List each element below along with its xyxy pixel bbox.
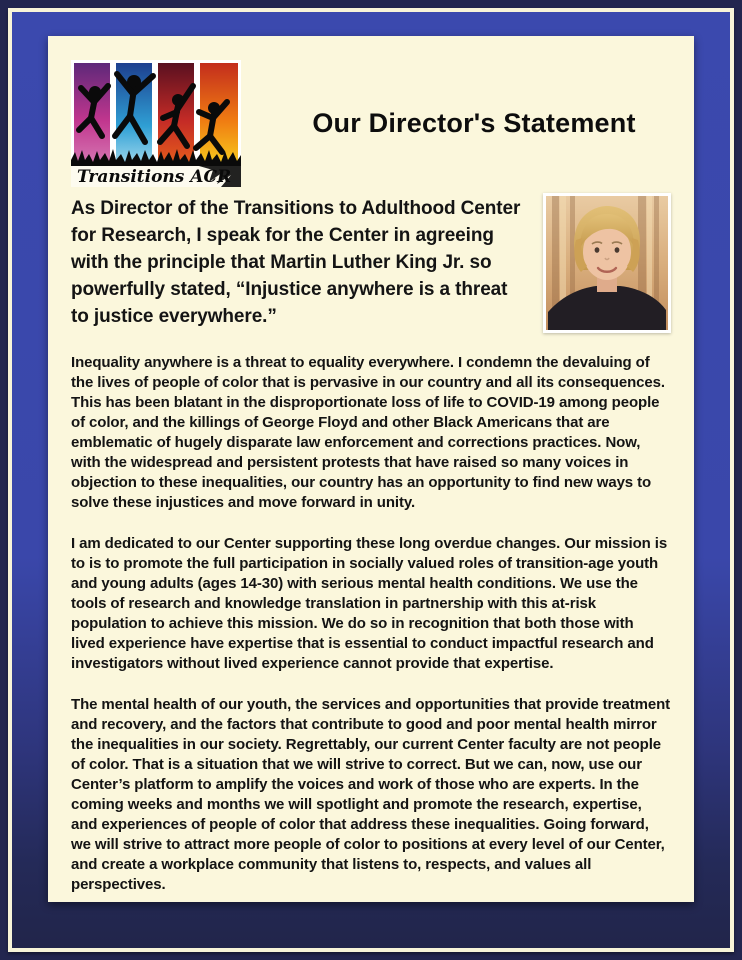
logo-graphic [71,60,241,187]
logo-wordmark: Transitions ACR [77,167,232,187]
paragraph-2: I am dedicated to our Center supporting these long overdue changes. Our mission is to is to promote the full participation in socially valued roles of transition-age youth and young adults (ages 14-30) with serious mental health conditions. We use the tools of research and knowledge translation in partnership with this at-risk population to achieve this mission. We do so in recognition that both those with lived experience have expertise that is essential to conduct impactful research and investigators without lived experience cannot provide that expertise. [71,535,668,672]
statement-card [48,36,694,902]
page-title: Our Director's Statement [312,108,636,138]
intro-paragraph: As Director of the Transitions to Adulthood Center for Research, I speak for the Center in agreeing with the principle that Martin Luther King Jr. so powerfully stated, “Injustice anywhere is a threat to justice everywhere.” [71,198,521,327]
director-portrait-photo [543,193,671,333]
intro-section [71,195,671,333]
paragraph-3: The mental health of our youth, the services and opportunities that provide treatment and recovery, and the factors that contribute to good and poor mental health mirror the inequalities in our society. Regrettably, our current Center faculty are not people of color. That is a situation that we will strive to correct. But we can, now, use our Center’s platform to amplify the voices and work of those who are experts. In the coming weeks and months we will spotlight and promote the research, expertise, and experiences of people of color that address these inequalities. Going forward, we will strive to attract more people of color to positions at every level of our Center, and create a workplace community that listens to, respects, and values all perspectives. [71,696,671,893]
header [71,60,671,187]
paragraph-1: Inequality anywhere is a threat to equality everywhere. I condemn the devaluing of the lives of people of color that is pervasive in our country and all its consequences. This has been blatant in the disproportionate loss of life to COVID-19 among people of color, and the killings of George Floyd and other Black Americans that are emblematic of hugely disparate law enforcement and corrections practices. Now, with the widespread and persistent protests that have raised so many voices in objection to these inequalities, our country has an opportunity to find new ways to solve these injustices and move forward in unity. [71,354,665,511]
transitions-acr-logo [71,60,241,187]
statement-body [71,353,671,895]
